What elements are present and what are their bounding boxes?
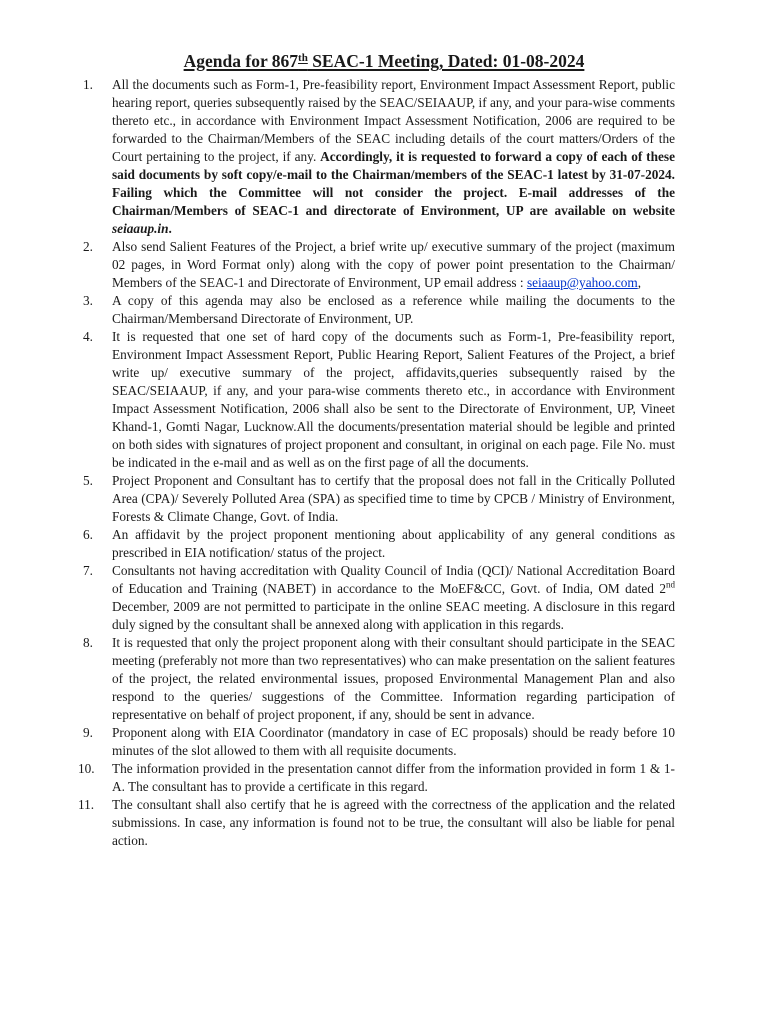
- item-number: 6.: [83, 527, 93, 542]
- page-title: [0, 50, 768, 72]
- agenda-item-10: [78, 760, 675, 796]
- item-number: 2.: [83, 239, 93, 254]
- item-text: A copy of this agenda may also be enclosed as a reference while mailing the documents to the Chairman/Membersand Directorate of Environment, UP.: [112, 293, 675, 326]
- item-text: Consultants not having accreditation with Quality Council of India (QCI)/ National Accreditation Board of Education and Training (NABET) in accordance to the MoEF&CC, Govt. of India, OM dated 2: [112, 563, 675, 596]
- date-superscript: nd: [666, 579, 675, 590]
- item-text: Project Proponent and Consultant has to certify that the proposal does not fall in the Critically Polluted Area (CPA)/ Severely Polluted Area (SPA) as specified time to time by CPCB / Ministry of Environment, Forests & Climate Change, Govt. of India.: [112, 473, 675, 524]
- agenda-item-11: [78, 796, 675, 850]
- agenda-item-6: [78, 526, 675, 562]
- agenda-item-5: [78, 472, 675, 526]
- item-number: 3.: [83, 293, 93, 308]
- agenda-item-7: [78, 562, 675, 634]
- website-name: seiaaup.in: [112, 221, 169, 236]
- title-text: [184, 51, 585, 71]
- item-text: Proponent along with EIA Coordinator (mandatory in case of EC proposals) should be ready before 10 minutes of the slot allowed to them with all requisite documents.: [112, 725, 675, 758]
- item-number: 11.: [78, 797, 95, 812]
- agenda-item-2: [78, 238, 675, 292]
- item-end: .: [168, 221, 172, 236]
- item-text: Also send Salient Features of the Project, a brief write up/ executive summary of the project (maximum 02 pages, in Word Format only) along with the copy of power point presentation to the Chairman/ Members of the SEAC-1 and Directorate of Environment, UP email address :: [112, 239, 675, 290]
- item-number: 8.: [83, 635, 93, 650]
- agenda-item-4: [78, 328, 675, 472]
- item-number: 1.: [83, 77, 93, 92]
- item-text: An affidavit by the project proponent mentioning about applicability of any general conditions as prescribed in EIA notification/ status of the project.: [112, 527, 675, 560]
- item-text: It is requested that only the project proponent along with their consultant should participate in the SEAC meeting (preferably not more than two representatives) who can make presentation on the salient features of the project, the related environmental issues, proposed Environmental Management Plan and also respond to the queries/ suggestions of the Committee. Information regarding participation of representative on behalf of project proponent, if any, should be sent in advance.: [112, 635, 675, 722]
- item-number: 9.: [83, 725, 93, 740]
- item-text: All the documents such as Form-1, Pre-feasibility report, Environment Impact Assessment Report, public hearing report, queries subsequently raised by the SEAC/SEIAAUP, if any, and your para-wise comments thereto etc., in accordance with Environment Impact Assessment Notification, 2006 are required to be forwarded to the Chairman/Members of the SEAC including details of the court matters/Orders of the Court pertaining to the project, if any.: [112, 77, 675, 164]
- item-bold-text: Accordingly, it is requested to forward a copy of each of these said documents by soft copy/e-mail to the Chairman/members of the SEAC-1 latest by 31-07-2024. Failing which the Committee will not consider the project. E-mail addresses of the Chairman/Members of SEAC-1 and directorate of Environment, UP are available on website: [112, 149, 675, 218]
- item-text-continued: December, 2009 are not permitted to participate in the online SEAC meeting. A disclosure in this regard duly signed by the consultant shall be annexed along with application in this regards.: [112, 599, 675, 632]
- email-link[interactable]: seiaaup@yahoo.com: [526, 275, 638, 290]
- item-end: ,: [637, 275, 642, 290]
- item-text: It is requested that one set of hard copy of the documents such as Form-1, Pre-feasibility report, Environment Impact Assessment Report, Public Hearing Report, Salient Features of the Project, a brief write up/ executive summary of the project, affidavits,queries subsequently raised by the SEAC/SEIAAUP, if any, and your para-wise comments thereto etc., in accordance with Environment Impact Assessment Notification, 2006 shall also be sent to the Directorate of Environment, UP, Vineet Khand-1, Gomti Nagar, Lucknow.All the documents/presentation material should be legible and printed on both sides with signatures of project proponent and consultant, in original on each page. File No. must be indicated in the e-mail and as well as on the first page of all the documents.: [112, 329, 675, 470]
- item-text: The information provided in the presentation cannot differ from the information provided in form 1 & 1-A. The consultant has to provide a certificate in this regard.: [112, 761, 675, 794]
- agenda-item-8: [78, 634, 675, 724]
- title-superscript: th: [298, 51, 308, 64]
- item-number: 7.: [83, 563, 93, 578]
- agenda-item-9: [78, 724, 675, 760]
- title-prefix: Agenda for 867: [183, 51, 299, 71]
- item-number: 4.: [83, 329, 93, 344]
- agenda-item-3: [78, 292, 675, 328]
- agenda-list: [78, 76, 675, 850]
- item-number: 5.: [83, 473, 93, 488]
- title-suffix: SEAC-1 Meeting, Dated: 01-08-2024: [307, 51, 585, 71]
- agenda-item-1: [78, 76, 675, 238]
- item-text: The consultant shall also certify that he is agreed with the correctness of the application and the related submissions. In case, any information is found not to be true, the consultant will also be liable for penal action.: [112, 797, 675, 848]
- item-number: 10.: [78, 761, 95, 776]
